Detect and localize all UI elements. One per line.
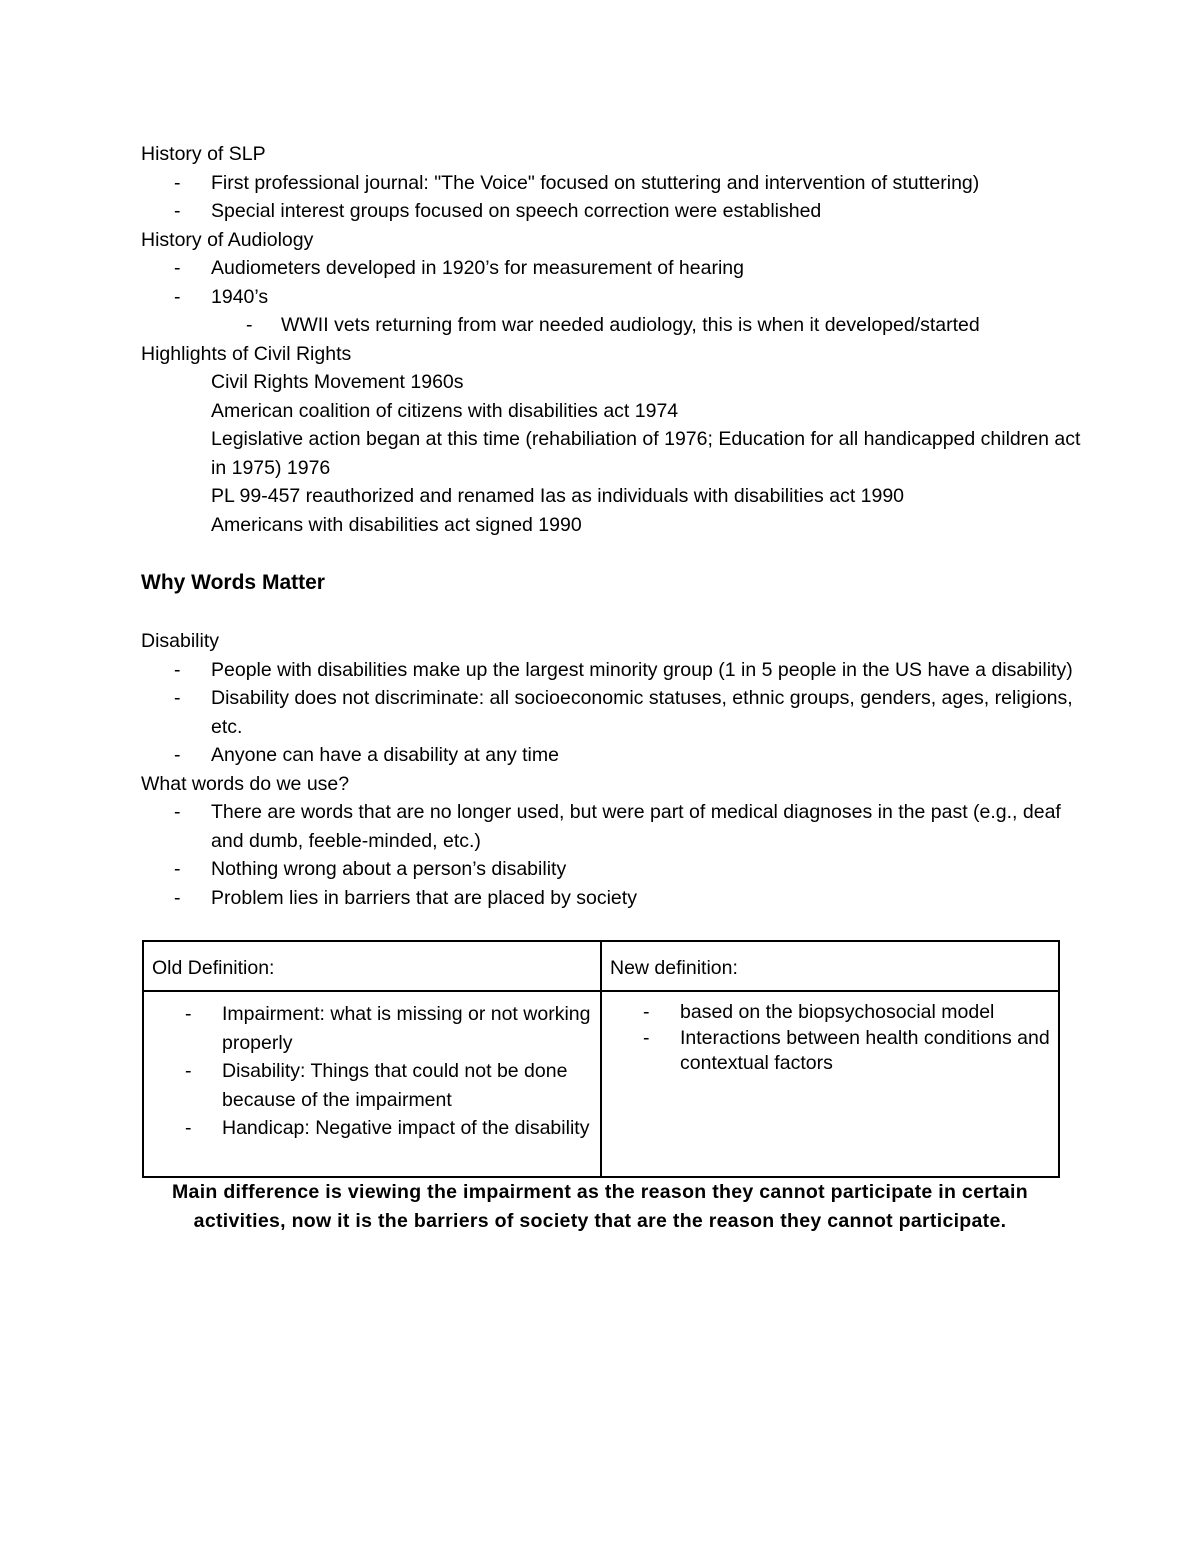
list-item [152, 1114, 592, 1143]
list-item [152, 1057, 592, 1114]
dash-bullet: - [185, 1060, 192, 1082]
section-title-slp: History of SLP [141, 143, 266, 165]
dash-bullet: - [174, 744, 181, 766]
civil-rights-line: PL 99-457 reauthorized and renamed Ias as individuals with disabilities act 1990 [211, 485, 905, 507]
dash-bullet: - [174, 257, 181, 279]
summary-statement: Main difference is viewing the impairment as the reason they cannot participate in certain activities, now it is the barriers of society that are the reason they cannot participate. [172, 1181, 1028, 1232]
disability-list [141, 656, 1081, 770]
section-title-words: What words do we use? [141, 772, 350, 795]
document-body [141, 140, 1081, 1235]
new-definition-header: New definition: [601, 941, 1059, 991]
list-item-text: First professional journal: "The Voice" focused on stuttering and intervention of stuttering) [211, 171, 980, 194]
new-definition-cell [601, 991, 1059, 1177]
list-item [141, 741, 1081, 770]
list-item-text: Audiometers developed in 1920’s for measurement of hearing [211, 257, 744, 279]
dash-bullet: - [174, 171, 181, 194]
list-item-text: Impairment: what is missing or not working properly [222, 1003, 591, 1054]
words-list [141, 798, 1081, 912]
dash-bullet: - [246, 314, 253, 336]
list-item [141, 656, 1081, 685]
civil-rights-line: Legislative action began at this time (rehabiliation of 1976; Education for all handicapped children act in 1975) 1976 [211, 428, 1081, 479]
dash-bullet: - [174, 858, 181, 880]
list-item-text: WWII vets returning from war needed audiology, this is when it developed/started [281, 314, 980, 336]
list-item [610, 1026, 1050, 1077]
list-item-text: Handicap: Negative impact of the disability [222, 1117, 590, 1139]
new-definition-list [610, 1000, 1050, 1077]
dash-bullet: - [174, 285, 181, 308]
list-item [141, 798, 1081, 855]
dash-bullet: - [185, 1117, 192, 1139]
list-item-text: Disability: Things that could not be done because of the impairment [222, 1060, 568, 1111]
section-title-civil-rights: Highlights of Civil Rights [141, 342, 352, 365]
list-item-text: Interactions between health conditions and contextual factors [680, 1026, 1050, 1074]
list-item [141, 855, 1081, 884]
list-item-text: Problem lies in barriers that are placed by society [211, 886, 637, 909]
table-row [143, 991, 1059, 1177]
section-title-audiology: History of Audiology [141, 228, 314, 251]
list-item [610, 1000, 1050, 1026]
civil-rights-line: American coalition of citizens with disabilities act 1974 [211, 399, 679, 422]
list-item-text: 1940’s [211, 285, 269, 308]
list-item-text: Special interest groups focused on speech correction were established [211, 200, 822, 222]
old-definition-list [152, 1000, 592, 1143]
dash-bullet: - [174, 687, 181, 709]
dash-bullet: - [185, 1003, 192, 1025]
list-item-text: based on the biopsychosocial model [680, 1001, 995, 1023]
list-item-text: Anyone can have a disability at any time [211, 744, 559, 766]
audiology-list [141, 254, 1081, 311]
definitions-table [142, 940, 1060, 1178]
list-item-text: Nothing wrong about a person’s disability [211, 858, 567, 880]
dash-bullet: - [643, 1026, 650, 1049]
list-item [141, 283, 1081, 312]
list-item [141, 197, 1081, 226]
table-header-row [143, 941, 1059, 991]
civil-rights-line: Civil Rights Movement 1960s [211, 371, 464, 393]
dash-bullet: - [643, 1001, 650, 1023]
list-item [141, 254, 1081, 283]
heading-why-words-matter: Why Words Matter [141, 571, 325, 594]
dash-bullet: - [174, 801, 181, 823]
list-item [141, 311, 1081, 340]
list-item [152, 1000, 592, 1057]
list-item [141, 884, 1081, 913]
list-item [141, 684, 1081, 741]
list-item-text: Disability does not discriminate: all socioeconomic statuses, ethnic groups, genders, ages, religions, etc. [211, 687, 1073, 738]
dash-bullet: - [174, 658, 181, 681]
audiology-sublist [141, 311, 1081, 340]
slp-list [141, 169, 1081, 226]
dash-bullet: - [174, 200, 181, 222]
old-definition-header: Old Definition: [143, 941, 601, 991]
list-item-text: People with disabilities make up the largest minority group (1 in 5 people in the US have a disability) [211, 658, 1073, 681]
civil-rights-line: Americans with disabilities act signed 1990 [211, 513, 582, 536]
old-definition-cell [143, 991, 601, 1177]
list-item-text: There are words that are no longer used, but were part of medical diagnoses in the past (e.g., deaf and dumb, feeble-minded, etc.) [211, 801, 1061, 852]
list-item [141, 169, 1081, 198]
dash-bullet: - [174, 886, 181, 909]
section-title-disability: Disability [141, 630, 220, 652]
